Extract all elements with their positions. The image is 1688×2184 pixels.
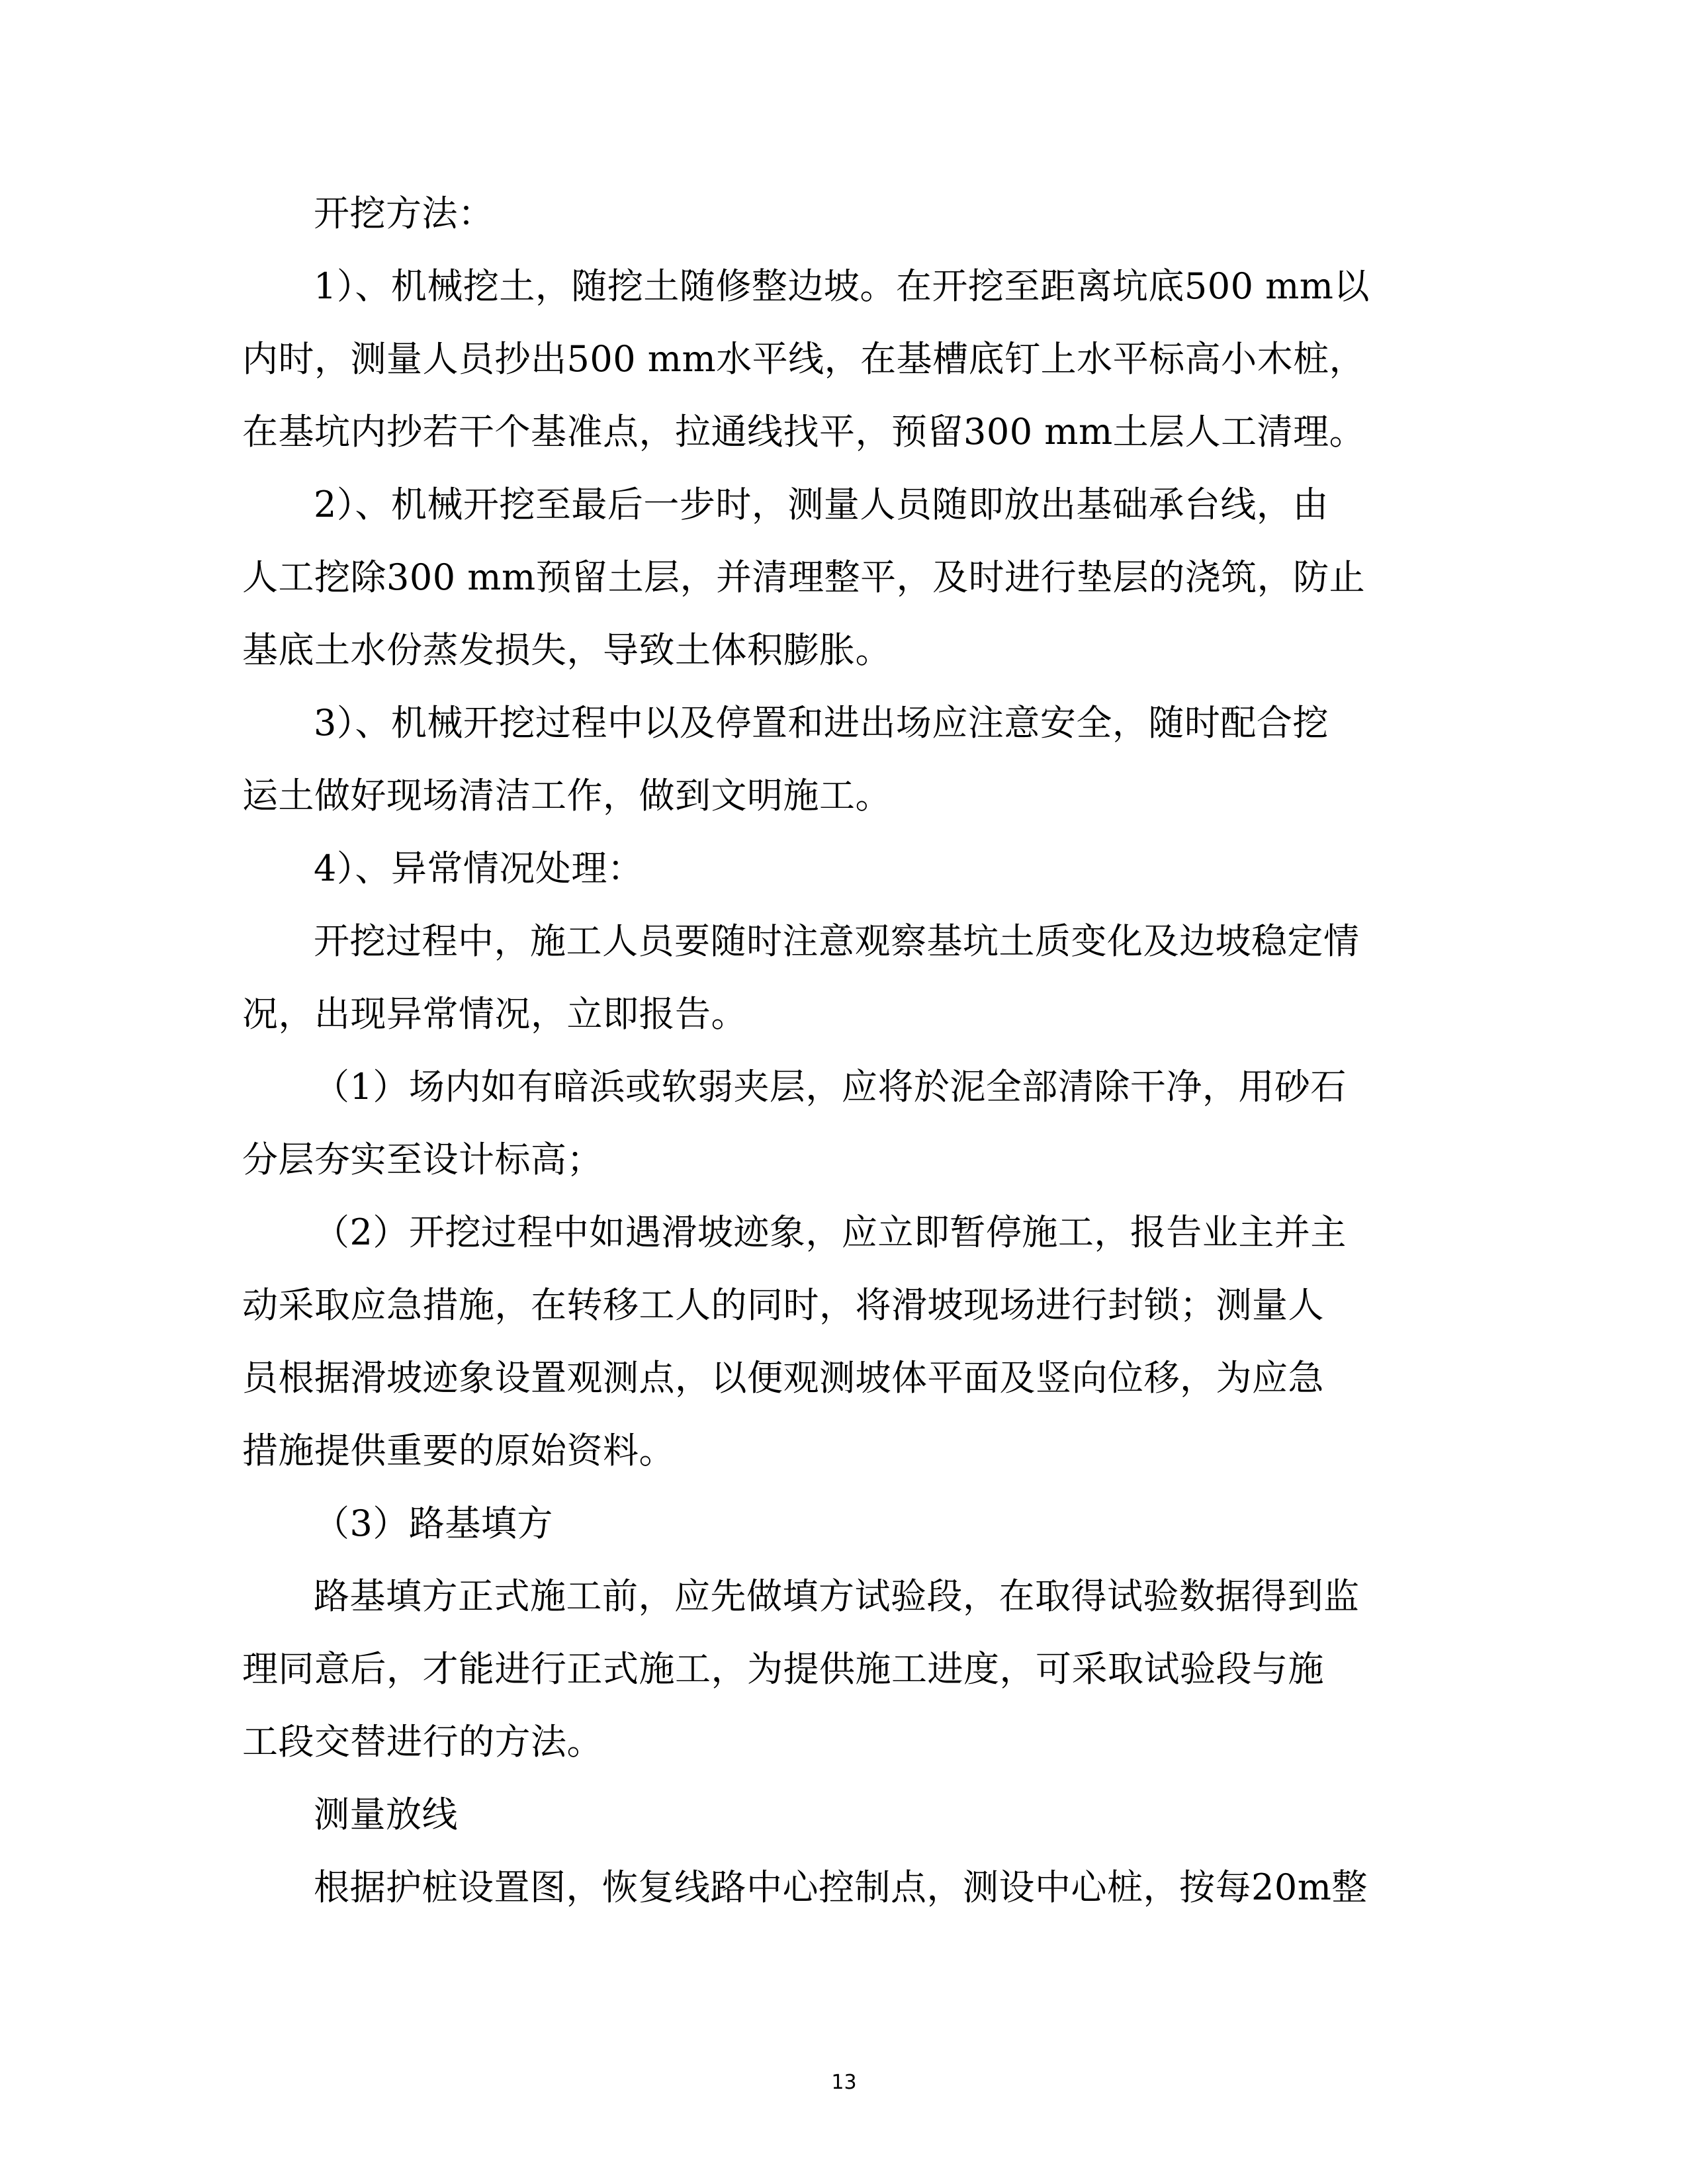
- paragraph-line: 2）、机械开挖至最后一步时，测量人员随即放出基础承台线，由: [314, 484, 1329, 525]
- paragraph-line: 运土做好现场清洁工作，做到文明施工。: [242, 775, 891, 816]
- paragraph-line: （3）路基填方: [314, 1503, 553, 1544]
- paragraph-line: 工段交替进行的方法。: [242, 1721, 603, 1763]
- paragraph-line: 动采取应急措施，在转移工人的同时，将滑坡现场进行封锁；测量人: [242, 1284, 1324, 1326]
- paragraph-line: 1）、机械挖土，随挖土随修整边坡。在开挖至距离坑底500 mm以: [314, 265, 1370, 307]
- paragraph-line: 在基坑内抄若干个基准点，拉通线找平，预留300 mm土层人工清理。: [242, 411, 1366, 453]
- page-number: 13: [831, 2071, 857, 2094]
- paragraph-line: 开挖过程中，施工人员要随时注意观察基坑土质变化及边坡稳定情: [314, 920, 1360, 962]
- paragraph-line: （2）开挖过程中如遇滑坡迹象，应立即暂停施工，报告业主并主: [314, 1211, 1347, 1253]
- paragraph-line: 4）、异常情况处理：: [314, 848, 644, 889]
- paragraph-line: 基底土水份蒸发损失，导致土体积膨胀。: [242, 629, 891, 671]
- paragraph-line: 开挖方法：: [314, 193, 494, 234]
- paragraph-line: 况，出现异常情况，立即报告。: [242, 993, 747, 1035]
- paragraph-line: 测量放线: [314, 1794, 458, 1835]
- paragraph-line: 路基填方正式施工前，应先做填方试验段，在取得试验数据得到监: [314, 1575, 1360, 1617]
- paragraph-line: 分层夯实至设计标高；: [242, 1139, 603, 1180]
- paragraph-line: 根据护桩设置图，恢复线路中心控制点，测设中心桩，按每20m整: [314, 1866, 1368, 1908]
- paragraph-line: 措施提供重要的原始资料。: [242, 1430, 675, 1471]
- paragraph-line: 理同意后，才能进行正式施工，为提供施工进度，可采取试验段与施: [242, 1648, 1324, 1690]
- paragraph-line: 内时，测量人员抄出500 mm水平线，在基槽底钉上水平标高小木桩，: [242, 338, 1366, 380]
- paragraph-line: 3）、机械开挖过程中以及停置和进出场应注意安全，随时配合挖: [314, 702, 1329, 744]
- paragraph-line: （1）场内如有暗浜或软弱夹层，应将於泥全部清除干净，用砂石: [314, 1066, 1347, 1108]
- paragraph-line: 员根据滑坡迹象设置观测点，以便观测坡体平面及竖向位移，为应急: [242, 1357, 1324, 1399]
- paragraph-line: 人工挖除300 mm预留土层，并清理整平，及时进行垫层的浇筑，防止: [242, 556, 1366, 598]
